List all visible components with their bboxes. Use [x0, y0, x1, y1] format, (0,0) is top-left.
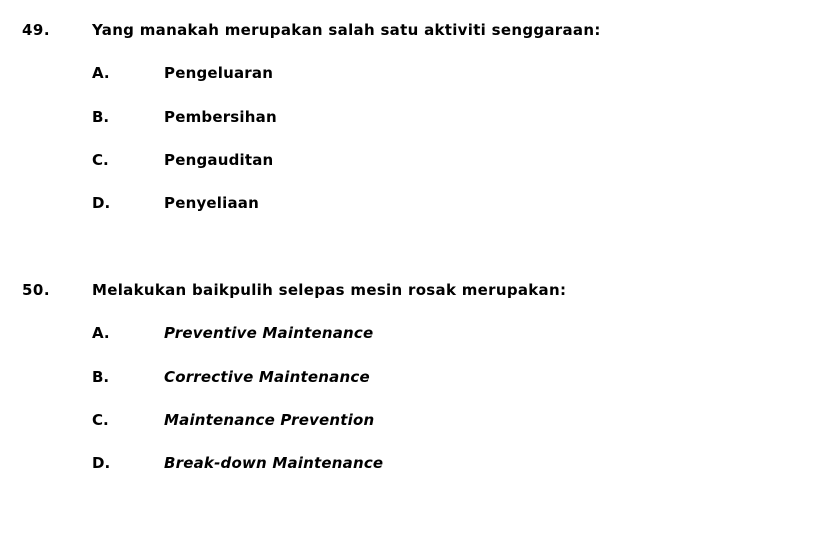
option-letter: A. [92, 324, 110, 342]
option-text: Maintenance Prevention [164, 411, 375, 429]
option-letter: A. [92, 64, 110, 82]
option-letter: B. [92, 368, 110, 386]
option-text: Preventive Maintenance [164, 324, 374, 342]
question-text: Melakukan baikpulih selepas mesin rosak merupakan: [92, 281, 567, 299]
option-text: Pembersihan [164, 108, 277, 126]
option-b [0, 108, 832, 130]
question-number: 50. [22, 281, 51, 299]
option-letter: D. [92, 194, 111, 212]
option-c [0, 411, 832, 433]
option-text: Pengauditan [164, 151, 274, 169]
option-text: Corrective Maintenance [164, 368, 370, 386]
option-letter: D. [92, 454, 111, 472]
option-letter: C. [92, 411, 109, 429]
option-a [0, 324, 832, 346]
option-letter: C. [92, 151, 109, 169]
option-text: Pengeluaran [164, 64, 274, 82]
question-text: Yang manakah merupakan salah satu aktiviti senggaraan: [92, 21, 601, 39]
option-d [0, 454, 832, 476]
option-a [0, 64, 832, 86]
option-b [0, 368, 832, 390]
option-text: Break-down Maintenance [164, 454, 384, 472]
option-letter: B. [92, 108, 110, 126]
option-c [0, 151, 832, 173]
option-text: Penyeliaan [164, 194, 260, 212]
option-d [0, 194, 832, 216]
question-number: 49. [22, 21, 51, 39]
